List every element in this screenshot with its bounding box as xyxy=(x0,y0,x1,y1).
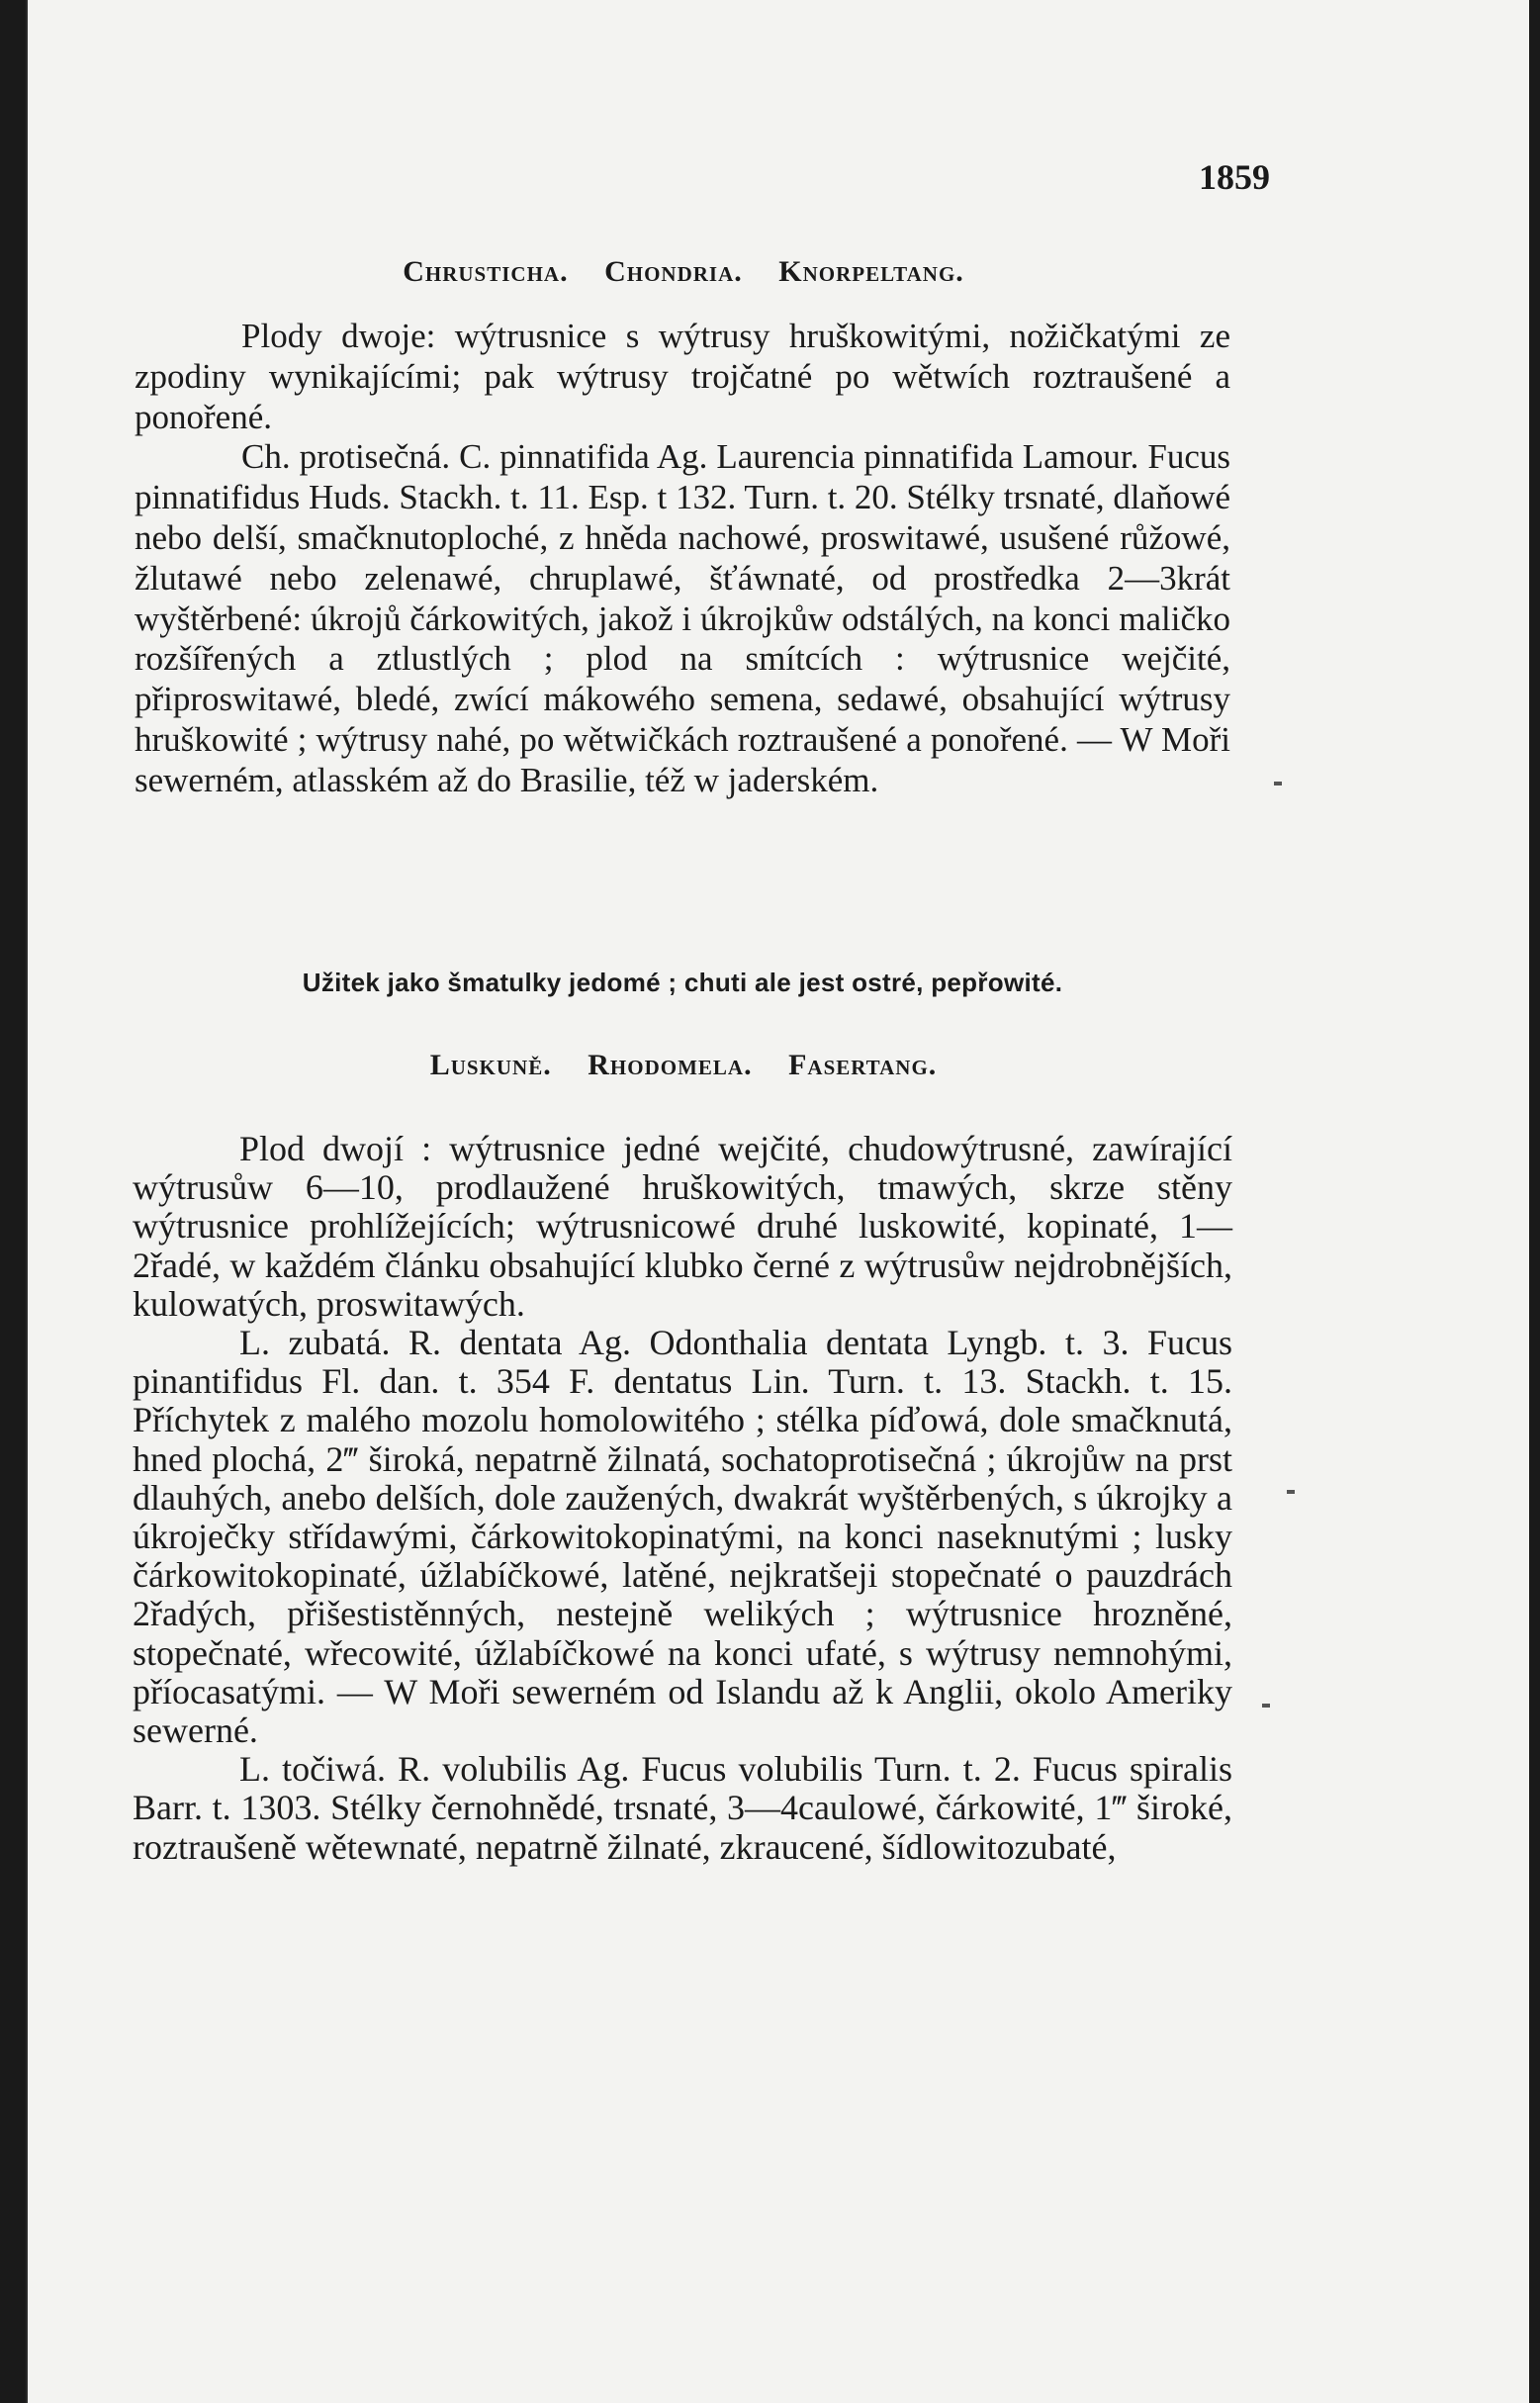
section-text-rhodomela xyxy=(133,1130,1232,1867)
margin-mark xyxy=(1262,1704,1270,1708)
heading-latin-name: Rhodomela. xyxy=(588,1049,753,1081)
section-heading-chondria xyxy=(135,255,1232,289)
margin-mark xyxy=(1287,1490,1295,1494)
species-description-dentata: L. zubatá. R. dentata Ag. Odonthalia dentata Lyngb. t. 3. Fucus pinantifidus Fl. dan. t. 354 F. dentatus Lin. Turn. t. 13. Stackh. t. 15. Příchytek z malého mozolu homolowitého ; stélka píďowá, dole smačknutá, hned plochá, 2‴ široká, nepatrně žilnatá, sochatoprotisečná ; úkrojůw na prst dlauhých, anebo delších, dole zaužených, dwakrát wyštěrbených, s úkrojky a úkroječky střídawými, čárkowitokopinatými, na konci naseknutými ; lusky čárkowitokopinaté, úžlabíčkowé, latěné, nejkratšeji stopečnaté o pauzdrách 2řadých, přišestistěnných, nestejně welikých ; wýtrusnice hrozněné, stopečnaté, wřecowité, úžlabíčkowé na konci ufaté, s wýtrusy nemnohými, příocasatými. — W Moři sewerném od Islandu až k Anglii, okolo Ameriky sewerné. xyxy=(133,1323,1232,1751)
page-number: 1859 xyxy=(1199,157,1270,197)
genus-description: Plody dwoje: wýtrusnice s wýtrusy hruškowitými, nožičkatými ze zpodiny wynikajícími; pak wýtrusy trojčatné po wětwích roztraušené a ponořené. xyxy=(135,317,1230,436)
species-description: Ch. protisečná. C. pinnatifida Ag. Laurencia pinnatifida Lamour. Fucus pinnatifidus Huds. Stackh. t. 11. Esp. t 132. Turn. t. 20. Stélky trsnaté, dlaňowé nebo delší, smačknutoploché, z hněda nachowé, proswitawé, usušené růžowé, žlutawé nebo zelenawé, chruplawé, šťáwnaté, od prostředka 2—3krát wyštěrbené: úkrojů čárkowitých, jakož i úkrojkůw odstálých, na konci maličko rozšířených a ztlustlých ; plod na smítcích : wýtrusnice wejčité, připroswitawé, bledé, zwící mákowého semena, sedawé, obsahující wýtrusy hruškowité ; wýtrusy nahé, po wětwičkách roztraušené a ponořené. — W Moři sewerném, atlasském až do Brasilie, též w jaderském. xyxy=(135,437,1230,799)
heading-czech-name: Luskuně. xyxy=(429,1049,552,1081)
usage-note: Užitek jako šmatulky jedomé ; chuti ale jest ostré, pepřowité. xyxy=(302,968,1063,997)
section-heading-rhodomela xyxy=(135,1049,1232,1082)
genus-description: Plod dwojí : wýtrusnice jedné wejčité, chudowýtrusné, zawírající wýtrusůw 6—10, prodlaužené hruškowitých, tmawých, skrze stěny wýtrusnice prohlížejících; wýtrusnicowé druhé luskowité, kopinaté, 1—2řadé, w každém článku obsahující klubko černé z wýtrusůw nejdrobnějších, kulowatých, proswitawých. xyxy=(133,1129,1232,1324)
species-description-volubilis: L. točiwá. R. volubilis Ag. Fucus volubilis Turn. t. 2. Fucus spiralis Barr. t. 1303. Stélky černohnědé, trsnaté, 3—4caulowé, čárkowité, 1‴ široké, roztraušeně wětewnaté, nepatrně žilnaté, zkraucené, šídlowitozubaté, xyxy=(133,1749,1232,1867)
heading-latin-name: Chondria. xyxy=(604,255,743,288)
section-text-chondria xyxy=(135,317,1230,801)
book-page xyxy=(26,0,1529,2403)
heading-german-name: Fasertang. xyxy=(788,1049,938,1081)
heading-german-name: Knorpeltang. xyxy=(778,255,964,288)
heading-czech-name: Chrusticha. xyxy=(403,255,569,288)
margin-mark xyxy=(1274,782,1282,786)
